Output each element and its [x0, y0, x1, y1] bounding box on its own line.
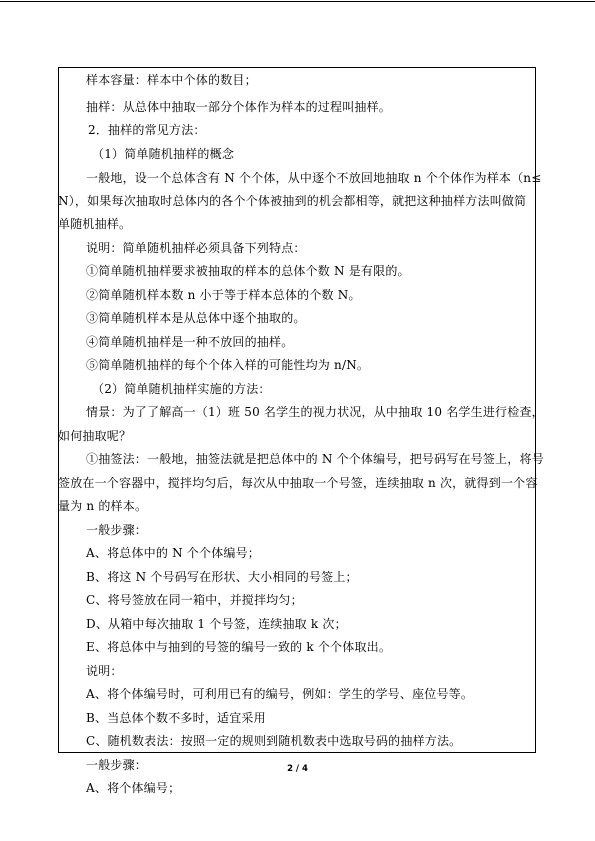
- list-item: ③简单随机样本是从总体中逐个抽取的。: [86, 311, 306, 325]
- text-line: 一般地，设一个总体含有 N 个个体，从中逐个不放回地抽取 n 个个体作为样本（n≤: [86, 171, 542, 185]
- subsection-heading: （1）简单随机抽样的概念: [92, 147, 235, 161]
- text-line: 说明：: [86, 664, 123, 678]
- text-line: 抽样：从总体中抽取一部分个体作为样本的过程叫抽样。: [86, 100, 392, 114]
- step-item: A、将个体编号时，可利用已有的编号，例如：学生的学号、座位号等。: [86, 687, 474, 701]
- text-line: 情景：为了了解高一（1）班 50 名学生的视力状况，从中抽取 10 名学生进行检查，: [86, 405, 544, 419]
- text-line: 签放在一个容器中，搅拌均匀后，每次从中抽取一个号签，连续抽取 n 次，就得到一个容: [58, 476, 538, 490]
- text-line: 一般步骤：: [86, 758, 148, 772]
- step-item: A、将总体中的 N 个个体编号；: [86, 546, 260, 560]
- step-item: D、从箱中每次抽取 1 个号签，连续抽取 k 次；: [86, 617, 347, 631]
- text-line: ①抽签法：一般地，抽签法就是把总体中的 N 个个体编号，把号码写在号签上，将号: [86, 452, 544, 466]
- text-line: 样本容量：样本中个体的数目；: [86, 73, 257, 87]
- list-item: ⑤简单随机抽样的每个个体入样的可能性均为 n/N。: [86, 358, 370, 372]
- list-item: ①简单随机抽样要求被抽取的样本的总体个数 N 是有限的。: [86, 264, 410, 278]
- step-item: E、将总体中与抽到的号签的编号一致的 k 个个体取出。: [86, 640, 392, 654]
- text-line: 一般步骤：: [86, 523, 148, 537]
- step-item: C、将号签放在同一箱中，并搅拌均匀；: [86, 593, 303, 607]
- step-item: C、随机数表法：按照一定的规则到随机数表中选取号码的抽样方法。: [86, 734, 462, 748]
- step-item: B、将这 N 个号码写在形状、大小相同的号签上；: [86, 570, 358, 584]
- content-frame-top: [58, 67, 536, 68]
- step-item: B、当总体个数不多时，适宜采用: [86, 711, 266, 725]
- text-line: 单随机抽样。: [58, 217, 132, 231]
- text-line: N），如果每次抽取时总体内的各个个体被抽到的机会都相等，就把这种抽样方法叫做简: [58, 194, 527, 208]
- subsection-heading: （2）简单随机抽样实施的方法：: [92, 382, 271, 396]
- section-heading: 2．抽样的常见方法：: [88, 123, 206, 137]
- text-line: 说明：简单随机抽样必须具备下列特点：: [86, 241, 306, 255]
- header-rule: [0, 1, 595, 2]
- list-item: ④简单随机抽样是一种不放回的抽样。: [86, 335, 294, 349]
- list-item: ②简单随机样本数 n 小于等于样本总体的个数 N。: [86, 288, 361, 302]
- text-line: 如何抽取呢？: [58, 429, 132, 443]
- page-number: 2 / 4: [287, 764, 308, 774]
- text-line: 量为 n 的样本。: [58, 499, 148, 513]
- step-item: A、将个体编号；: [86, 781, 181, 795]
